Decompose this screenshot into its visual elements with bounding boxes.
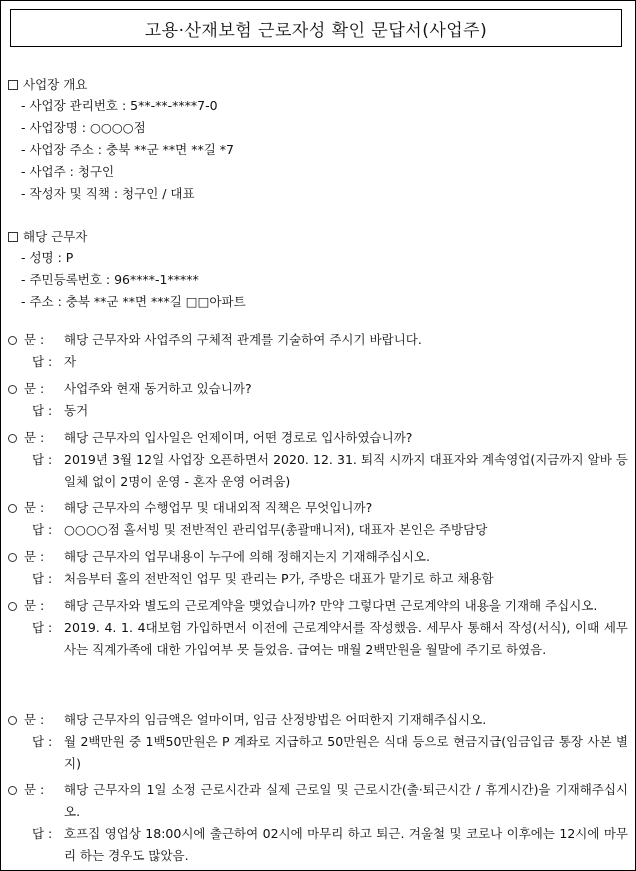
workplace-item: - 사업주 : 청구인 (21, 164, 115, 179)
question-text: 사업주와 현재 동거하고 있습니까? (64, 381, 252, 396)
circle-bullet-icon (8, 336, 17, 345)
section-workplace-title: 사업장 개요 (23, 77, 88, 92)
answer-label: 답 : (32, 354, 53, 369)
answer-label: 답 : (32, 734, 53, 749)
answer-label: 답 : (32, 452, 53, 467)
workplace-item: - 사업장 주소 : 충북 **군 **면 **길 *7 (21, 142, 234, 157)
question-row (8, 779, 628, 823)
answer-text: 2019년 3월 12일 사업장 오픈하면서 2020. 12. 31. 퇴직 시까지 대표자와 계속영업(지금까지 알바 등 일체 없이 2명이 운영 - 혼자 운영 어려움) (64, 452, 628, 489)
question-label: 문 : (24, 712, 45, 727)
workplace-item: - 사업장 관리번호 : 5**-**-****7-0 (21, 98, 218, 113)
section-workplace-heading (8, 76, 87, 94)
section-worker-heading (8, 228, 87, 246)
circle-bullet-icon (8, 385, 17, 394)
answer-text: 월 2백만원 중 1백50만원은 P 계좌로 지급하고 50만원은 식대 등으로 현금지급(임금입금 통장 사본 별지) (64, 734, 628, 771)
question-text: 해당 근무자의 수행업무 및 대내외적 직책은 무엇입니까? (64, 500, 373, 515)
qa-block (8, 427, 628, 493)
worker-item: - 주소 : 충북 **군 **면 ***길 □□아파트 (21, 294, 246, 309)
worker-item: - 주민등록번호 : 96****-1***** (21, 272, 199, 287)
workplace-item: - 사업장명 : ○○○○점 (21, 120, 146, 135)
qa-block (8, 378, 628, 422)
answer-row (8, 731, 628, 775)
question-row (8, 497, 628, 519)
circle-bullet-icon (8, 553, 17, 562)
answer-label: 답 : (32, 403, 53, 418)
answer-text: 2019. 4. 1. 4대보험 가입하면서 이전에 근로계약서를 작성했음. 세무사 통해서 작성(서식), 이때 세무사는 직계가족에 대한 가입여부 못 들었음. 급여는 매월 2백만원을 월말에 주기로 하였음. (64, 620, 628, 657)
question-row (8, 546, 628, 568)
answer-row (8, 519, 628, 541)
circle-bullet-icon (8, 602, 17, 611)
question-label: 문 : (24, 500, 45, 515)
question-text: 해당 근무자의 임금액은 얼마이며, 임금 산정방법은 어떠한지 기재해주십시오. (64, 712, 487, 727)
question-text: 해당 근무자의 입사일은 언제이며, 어떤 경로로 입사하였습니까? (64, 430, 413, 445)
question-row (8, 378, 628, 400)
question-row (8, 427, 628, 449)
answer-row (8, 823, 628, 867)
checkbox-square-icon (8, 232, 18, 242)
answer-row (8, 400, 628, 422)
answer-label: 답 : (32, 571, 53, 586)
qa-block (8, 779, 628, 867)
question-text: 해당 근무자의 1일 소정 근로시간과 실제 근로일 및 근로시간(출·퇴근시간 / 휴게시간)을 기재해주십시오. (64, 782, 628, 819)
question-row (8, 709, 628, 731)
document-title-text: 고용·산재보험 근로자성 확인 문답서(사업주) (144, 20, 488, 41)
answer-text: ○○○○점 홀서빙 및 전반적인 관리업무(총괄매니저), 대표자 본인은 주방담당 (64, 522, 488, 537)
circle-bullet-icon (8, 504, 17, 513)
answer-text: 처음부터 홀의 전반적인 업무 및 관리는 P가, 주방은 대표가 맡기로 하고 채용함 (64, 571, 494, 586)
document-title (10, 9, 622, 47)
worker-item: - 성명 : P (21, 250, 74, 265)
circle-bullet-icon (8, 786, 17, 795)
answer-label: 답 : (32, 522, 53, 537)
workplace-item: - 작성자 및 직책 : 청구인 / 대표 (21, 186, 195, 201)
answer-text: 동거 (64, 403, 89, 418)
question-label: 문 : (24, 430, 45, 445)
question-text: 해당 근무자의 업무내용이 누구에 의해 정해지는지 기재해주십시오. (64, 549, 430, 564)
qa-block (8, 709, 628, 775)
circle-bullet-icon (8, 434, 17, 443)
circle-bullet-icon (8, 716, 17, 725)
qa-block (8, 546, 628, 590)
question-label: 문 : (24, 332, 45, 347)
answer-text: 호프집 영업상 18:00시에 출근하여 02시에 마무리 하고 퇴근. 겨울철 및 코로나 이후에는 12시에 마무리 하는 경우도 많았음. (64, 826, 628, 863)
answer-text: 자 (64, 354, 77, 369)
qa-block (8, 329, 628, 373)
question-row (8, 595, 628, 617)
checkbox-square-icon (8, 80, 18, 90)
question-label: 문 : (24, 381, 45, 396)
question-text: 해당 근무자와 사업주의 구체적 관계를 기술하여 주시기 바랍니다. (64, 332, 422, 347)
answer-label: 답 : (32, 826, 53, 841)
question-text: 해당 근무자와 별도의 근로계약을 맺었습니까? 만약 그렇다면 근로계약의 내용을 기재해 주십시오. (64, 598, 598, 613)
answer-label: 답 : (32, 620, 53, 635)
question-label: 문 : (24, 549, 45, 564)
answer-row (8, 351, 628, 373)
question-label: 문 : (24, 782, 45, 797)
qa-block (8, 497, 628, 541)
answer-row (8, 617, 628, 661)
question-row (8, 329, 628, 351)
section-worker-title: 해당 근무자 (23, 229, 88, 244)
answer-row (8, 568, 628, 590)
answer-row (8, 449, 628, 493)
question-label: 문 : (24, 598, 45, 613)
qa-block (8, 595, 628, 661)
